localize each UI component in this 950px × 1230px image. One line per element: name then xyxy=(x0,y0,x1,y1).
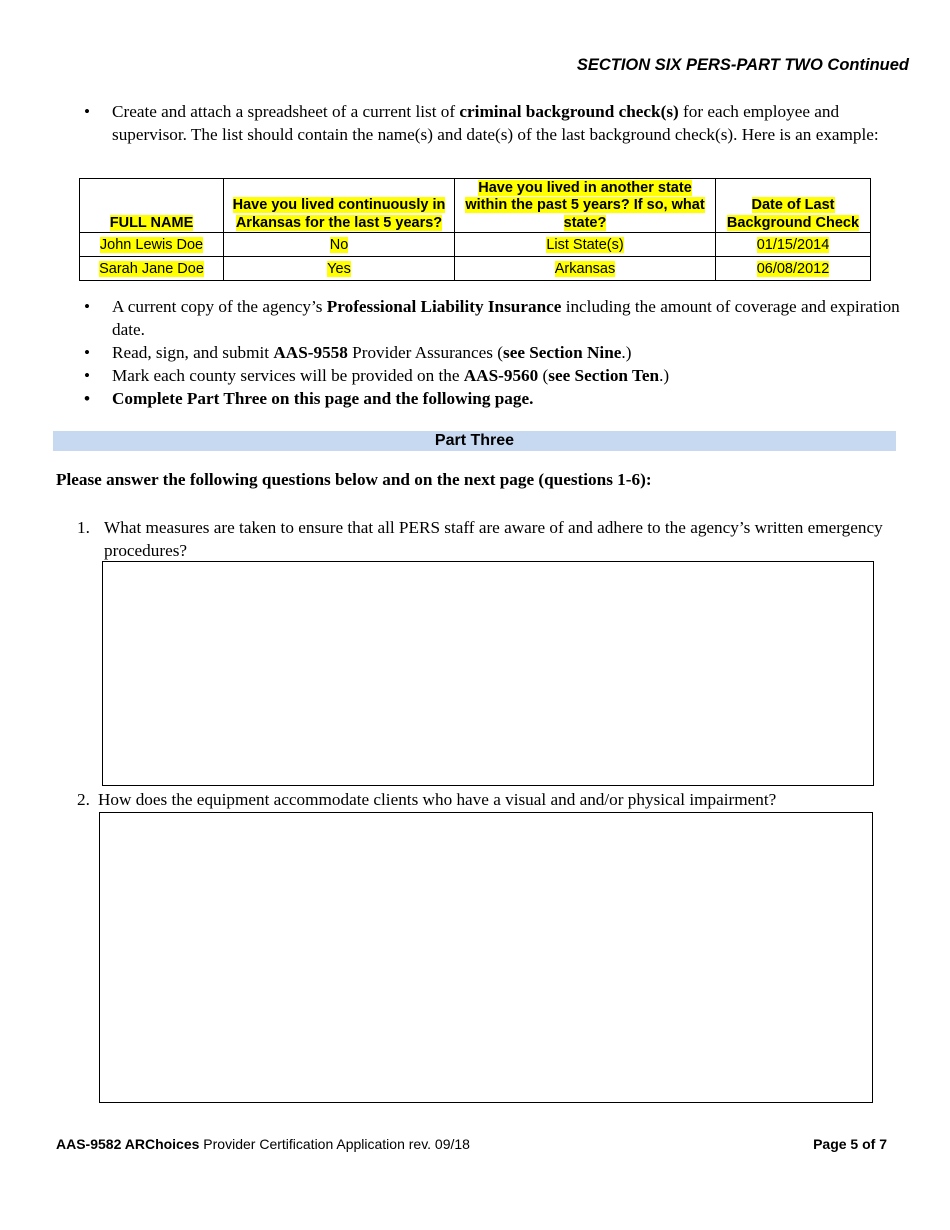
question-text: How does the equipment accommodate clients who have a visual and and/or physical impairment? xyxy=(98,790,777,809)
header-full-name: FULL NAME xyxy=(80,179,224,233)
table-cell: Yes xyxy=(224,257,455,281)
bullet-icon: • xyxy=(84,389,91,408)
question-number: 1. xyxy=(77,518,90,537)
bullet-icon: • xyxy=(84,343,91,362)
list-item-complete-part-three: • Complete Part Three on this page and the following page. xyxy=(84,389,534,408)
requirements-list-top xyxy=(81,100,911,146)
table-cell: 01/15/2014 xyxy=(716,233,871,257)
bullet-icon: • xyxy=(84,366,91,385)
table-cell: John Lewis Doe xyxy=(80,233,224,257)
requirements-list-bottom xyxy=(81,295,911,410)
header-lived-arkansas: Have you lived continuously in Arkansas for the last 5 years? xyxy=(224,179,455,233)
section-header-title: SECTION SIX PERS-PART TWO Continued xyxy=(576,56,909,74)
question-2 xyxy=(77,788,887,811)
list-item-provider-assurances: • Read, sign, and submit AAS-9558 Provider Assurances (see Section Nine.) xyxy=(84,343,632,362)
header-last-check-date: Date of Last Background Check xyxy=(716,179,871,233)
part-three-instruction: Please answer the following questions below and on the next page (questions 1-6): xyxy=(56,470,652,489)
footer-page-number: Page 5 of 7 xyxy=(813,1136,887,1152)
table-row xyxy=(80,233,871,257)
part-three-title-bar: Part Three xyxy=(53,431,896,451)
list-item-background-check: • Create and attach a spreadsheet of a current list of criminal background check(s) for each employee and supervisor. The list should contain the name(s) and date(s) of the last background check(s). Here is an example: xyxy=(84,102,879,144)
table-row xyxy=(80,257,871,281)
answer-box-1[interactable] xyxy=(102,561,874,786)
table-header-row xyxy=(80,179,871,233)
question-1 xyxy=(77,516,887,562)
bullet-icon: • xyxy=(84,297,91,316)
answer-box-2[interactable] xyxy=(99,812,873,1103)
list-item-county-services: • Mark each county services will be provided on the AAS-9560 (see Section Ten.) xyxy=(84,366,670,385)
list-item-liability-insurance: • A current copy of the agency’s Professional Liability Insurance including the amount of coverage and expiration date. xyxy=(84,297,900,339)
bullet-icon: • xyxy=(84,102,91,121)
question-number: 2. xyxy=(77,790,90,809)
table-cell: Sarah Jane Doe xyxy=(80,257,224,281)
table-cell: Arkansas xyxy=(455,257,716,281)
header-other-state: Have you lived in another state within the past 5 years? If so, what state? xyxy=(455,179,716,233)
footer-form-id: AAS-9582 ARChoices Provider Certification Application rev. 09/18 xyxy=(56,1136,470,1152)
example-background-check-table xyxy=(79,178,871,281)
table-cell: List State(s) xyxy=(455,233,716,257)
table-cell: No xyxy=(224,233,455,257)
table-cell: 06/08/2012 xyxy=(716,257,871,281)
question-text: What measures are taken to ensure that all PERS staff are aware of and adhere to the agency’s written emergency procedures? xyxy=(104,518,883,560)
